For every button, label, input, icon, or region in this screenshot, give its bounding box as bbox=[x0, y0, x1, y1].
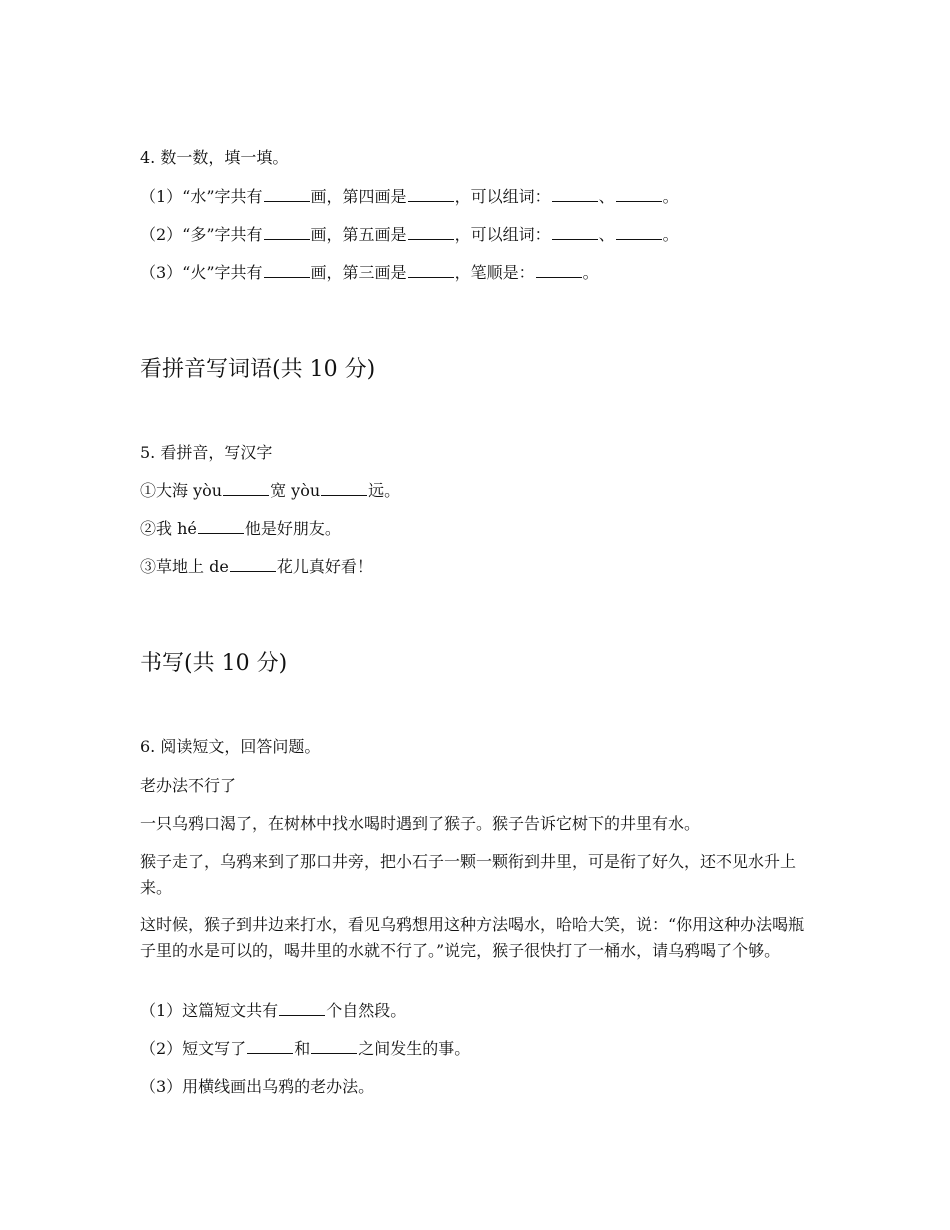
q4-2-text-c: ，可以组词： bbox=[454, 225, 551, 244]
answer-blank[interactable] bbox=[552, 225, 598, 240]
q5-2-text-b: 他是好朋友。 bbox=[244, 519, 341, 538]
q5-title: 5. 看拼音，写汉字 bbox=[140, 443, 273, 462]
story-paragraph-1: 一只乌鸦口渴了，在树林中找水喝时遇到了猴子。猴子告诉它树下的井里有水。 bbox=[140, 814, 701, 833]
q5-1-text-c: 远。 bbox=[368, 481, 401, 500]
q4-3-text-e: 。 bbox=[582, 263, 599, 282]
story-title: 老办法不行了 bbox=[140, 776, 237, 795]
q4-1-text-d: 、 bbox=[598, 187, 615, 206]
q6-2-text-b: 和 bbox=[294, 1039, 311, 1058]
q5-1-text-a: ①大海 yòu bbox=[140, 481, 223, 500]
q6-2-text-c: 之间发生的事。 bbox=[358, 1039, 471, 1058]
q4-item-1 bbox=[140, 187, 679, 207]
q5-1-text-b: 宽 yòu bbox=[270, 481, 321, 500]
q4-1-text-c: ，可以组词： bbox=[454, 187, 551, 206]
q4-2-text-b: 画，第五画是 bbox=[310, 225, 407, 244]
story-paragraph-2: 猴子走了，乌鸦来到了那口井旁，把小石子一颗一颗衔到井里，可是衔了好久，还不见水升上来。 bbox=[140, 852, 797, 897]
q4-1-text-e: 。 bbox=[662, 187, 679, 206]
q4-2-text-d: 、 bbox=[598, 225, 615, 244]
answer-blank[interactable] bbox=[616, 187, 662, 202]
q4-3-text-b: 画，第三画是 bbox=[310, 263, 407, 282]
answer-blank[interactable] bbox=[552, 187, 598, 202]
q5-3-text-b: 花儿真好看！ bbox=[276, 557, 373, 576]
q4-item-3 bbox=[140, 263, 599, 283]
q5-item-2 bbox=[140, 519, 341, 539]
q6-2-text-a: （2）短文写了 bbox=[140, 1039, 247, 1058]
answer-blank[interactable] bbox=[311, 1039, 357, 1054]
q5-2-text-a: ②我 hé bbox=[140, 519, 197, 538]
q6-1-text-b: 个自然段。 bbox=[326, 1001, 407, 1020]
answer-blank[interactable] bbox=[408, 187, 454, 202]
answer-blank[interactable] bbox=[198, 519, 244, 534]
q4-3-text-a: （3）“火”字共有 bbox=[140, 263, 263, 282]
q5-item-1 bbox=[140, 481, 400, 501]
q6-question-3 bbox=[140, 1077, 374, 1097]
answer-blank[interactable] bbox=[279, 1001, 325, 1016]
q4-title: 4. 数一数，填一填。 bbox=[140, 148, 289, 167]
q4-1-text-b: 画，第四画是 bbox=[310, 187, 407, 206]
answer-blank[interactable] bbox=[408, 263, 454, 278]
q4-2-text-e: 。 bbox=[662, 225, 679, 244]
answer-blank[interactable] bbox=[247, 1039, 293, 1054]
answer-blank[interactable] bbox=[264, 187, 310, 202]
q6-1-text-a: （1）这篇短文共有 bbox=[140, 1001, 279, 1020]
story-paragraph-3: 这时候，猴子到井边来打水，看见乌鸦想用这种方法喝水，哈哈大笑，说：“你用这种办法喝瓶子里的水是可以的，喝井里的水就不行了。”说完，猴子很快打了一桶水，请乌鸦喝了个够。 bbox=[140, 915, 805, 960]
q6-3-text-a: （3）用横线画出乌鸦的老办法。 bbox=[140, 1077, 375, 1096]
q6-question-1 bbox=[140, 1001, 406, 1021]
answer-blank[interactable] bbox=[536, 263, 582, 278]
q5-item-3 bbox=[140, 557, 373, 577]
q4-3-text-c: ，笔顺是： bbox=[454, 263, 535, 282]
q6-question-2 bbox=[140, 1039, 470, 1059]
answer-blank[interactable] bbox=[321, 481, 367, 496]
section-heading-writing: 书写(共 10 分) bbox=[140, 651, 288, 676]
answer-blank[interactable] bbox=[223, 481, 269, 496]
answer-blank[interactable] bbox=[408, 225, 454, 240]
q4-item-2 bbox=[140, 225, 679, 245]
q6-title: 6. 阅读短文，回答问题。 bbox=[140, 737, 321, 756]
q4-2-text-a: （2）“多”字共有 bbox=[140, 225, 263, 244]
answer-blank[interactable] bbox=[230, 557, 276, 572]
section-heading-pinyin: 看拼音写词语(共 10 分) bbox=[140, 357, 376, 382]
answer-blank[interactable] bbox=[264, 263, 310, 278]
q4-1-text-a: （1）“水”字共有 bbox=[140, 187, 263, 206]
answer-blank[interactable] bbox=[616, 225, 662, 240]
q5-3-text-a: ③草地上 de bbox=[140, 557, 229, 576]
answer-blank[interactable] bbox=[264, 225, 310, 240]
